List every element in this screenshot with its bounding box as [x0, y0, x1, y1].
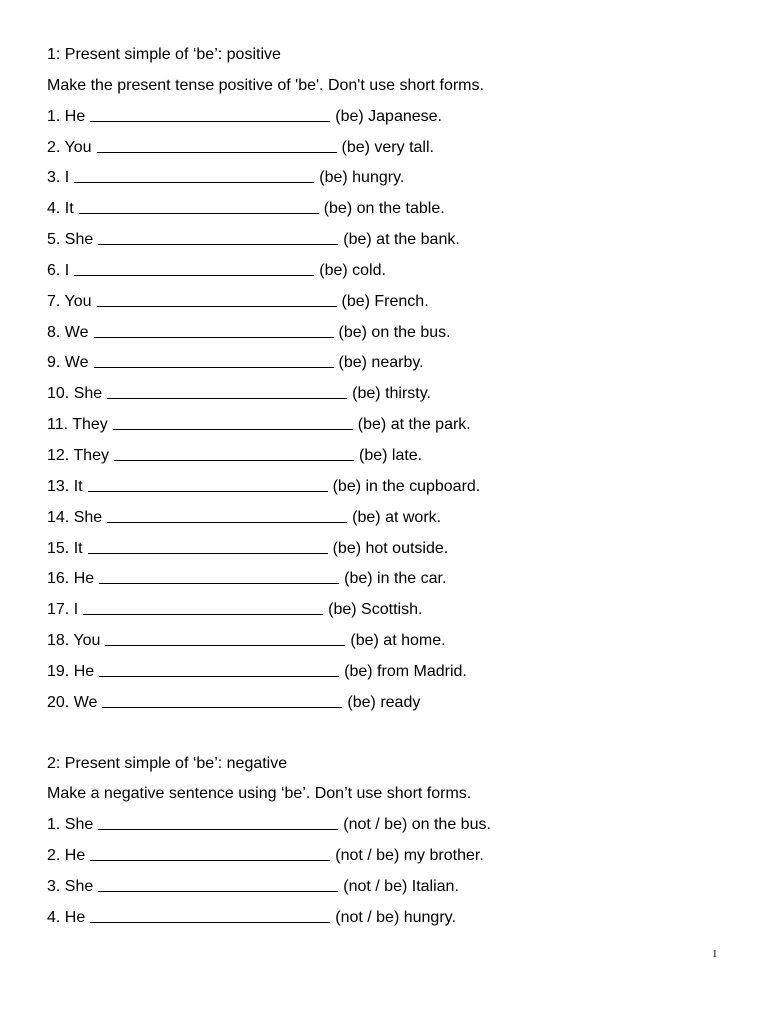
section2-instruction: Make a negative sentence using ‘be’. Don’t use short forms. — [47, 785, 472, 803]
answer-blank[interactable] — [98, 828, 338, 830]
item-hint: (be) from Madrid. — [344, 662, 467, 680]
answer-blank[interactable] — [74, 274, 314, 276]
answer-blank[interactable] — [90, 921, 330, 923]
item-number: 10. — [47, 385, 70, 403]
answer-blank[interactable] — [90, 859, 330, 861]
exercise-item — [47, 348, 727, 379]
item-number: 3. — [47, 877, 61, 895]
item-number: 2. — [47, 138, 61, 156]
item-number: 6. — [47, 261, 61, 279]
item-number: 19. — [47, 662, 70, 680]
worksheet-page — [47, 40, 727, 934]
exercise-item — [47, 503, 727, 534]
item-subject: You — [64, 292, 92, 310]
item-number: 3. — [47, 169, 61, 187]
item-number: 14. — [47, 508, 70, 526]
item-number: 20. — [47, 693, 70, 711]
exercise-item — [47, 472, 727, 503]
answer-blank[interactable] — [90, 120, 330, 122]
item-number: 1. — [47, 107, 61, 125]
answer-blank[interactable] — [94, 336, 334, 338]
exercise-item — [47, 626, 727, 657]
item-number: 4. — [47, 908, 61, 926]
section1-instruction: Make the present tense positive of 'be'. Don't use short forms. — [47, 76, 484, 94]
answer-blank[interactable] — [97, 151, 337, 153]
item-hint: (be) very tall. — [341, 138, 434, 156]
exercise-item — [47, 133, 727, 164]
section1-items — [47, 102, 727, 719]
answer-blank[interactable] — [99, 675, 339, 677]
answer-blank[interactable] — [74, 181, 314, 183]
section1-title: 1: Present simple of ‘be’: positive — [47, 46, 281, 63]
answer-blank[interactable] — [107, 521, 347, 523]
item-subject: I — [64, 261, 70, 279]
item-subject: It — [73, 539, 83, 557]
exercise-item — [47, 379, 727, 410]
item-subject: She — [64, 231, 94, 249]
answer-blank[interactable] — [88, 552, 328, 554]
item-number: 13. — [47, 477, 70, 495]
item-subject: You — [73, 632, 101, 650]
section2-title: 2: Present simple of ‘be’: negative — [47, 754, 288, 772]
item-hint: (be) ready — [347, 693, 421, 711]
answer-blank[interactable] — [97, 305, 337, 307]
item-hint: (be) on the table. — [323, 200, 445, 218]
item-number: 5. — [47, 231, 61, 249]
item-hint: (not / be) on the bus. — [343, 816, 491, 834]
answer-blank[interactable] — [98, 890, 338, 892]
item-hint: (be) Japanese. — [335, 107, 442, 125]
item-hint: (be) thirsty. — [352, 385, 431, 403]
item-number: 12. — [47, 446, 70, 464]
item-subject: They — [72, 416, 108, 434]
exercise-item — [47, 318, 727, 349]
item-hint: (not / be) my brother. — [335, 847, 484, 865]
item-subject: She — [64, 816, 94, 834]
item-subject: They — [73, 446, 109, 464]
answer-blank[interactable] — [98, 243, 338, 245]
item-hint: (be) in the car. — [344, 570, 447, 588]
item-subject: He — [64, 847, 86, 865]
answer-blank[interactable] — [107, 397, 347, 399]
exercise-item — [47, 225, 727, 256]
item-subject: I — [64, 169, 70, 187]
exercise-item — [47, 410, 727, 441]
exercise-item — [47, 564, 727, 595]
item-hint: (not / be) Italian. — [343, 877, 459, 895]
item-subject: We — [64, 354, 89, 372]
item-number: 11. — [47, 416, 69, 434]
answer-blank[interactable] — [113, 428, 353, 430]
section-spacer — [47, 719, 727, 749]
exercise-item — [47, 102, 727, 133]
answer-blank[interactable] — [102, 706, 342, 708]
exercise-item — [47, 872, 727, 903]
item-number: 15. — [47, 539, 70, 557]
exercise-item — [47, 903, 727, 934]
exercise-item — [47, 841, 727, 872]
item-subject: He — [64, 107, 86, 125]
item-hint: (be) at work. — [352, 508, 442, 526]
answer-blank[interactable] — [94, 366, 334, 368]
item-subject: We — [73, 693, 98, 711]
item-number: 17. — [47, 601, 70, 619]
item-hint: (be) cold. — [319, 261, 386, 279]
exercise-item — [47, 657, 727, 688]
item-hint: (be) late. — [358, 446, 423, 464]
page-number: 1 — [712, 948, 718, 960]
exercise-item — [47, 256, 727, 287]
item-subject: I — [73, 601, 79, 619]
item-number: 7. — [47, 292, 61, 310]
exercise-item — [47, 810, 727, 841]
item-hint: (be) nearby. — [338, 354, 424, 372]
item-subject: He — [73, 570, 95, 588]
exercise-item — [47, 441, 727, 472]
item-subject: It — [73, 477, 83, 495]
item-hint: (not / be) hungry. — [335, 908, 456, 926]
exercise-item — [47, 194, 727, 225]
item-number: 8. — [47, 323, 61, 341]
exercise-item — [47, 163, 727, 194]
answer-blank[interactable] — [114, 459, 354, 461]
exercise-item — [47, 688, 727, 719]
item-number: 4. — [47, 200, 61, 218]
item-number: 2. — [47, 847, 61, 865]
answer-blank[interactable] — [105, 644, 345, 646]
item-number: 1. — [47, 816, 61, 834]
item-number: 18. — [47, 632, 70, 650]
item-hint: (be) French. — [341, 292, 429, 310]
exercise-item — [47, 595, 727, 626]
answer-blank[interactable] — [88, 490, 328, 492]
answer-blank[interactable] — [99, 582, 339, 584]
item-hint: (be) in the cupboard. — [332, 477, 481, 495]
answer-blank[interactable] — [83, 613, 323, 615]
item-hint: (be) on the bus. — [338, 323, 451, 341]
item-hint: (be) hot outside. — [332, 539, 449, 557]
item-hint: (be) at the park. — [357, 416, 471, 434]
item-number: 9. — [47, 354, 61, 372]
section2-items — [47, 810, 727, 933]
item-subject: You — [64, 138, 92, 156]
item-hint: (be) Scottish. — [328, 601, 423, 619]
item-subject: She — [73, 385, 103, 403]
item-subject: She — [64, 877, 94, 895]
item-subject: She — [73, 508, 103, 526]
exercise-item — [47, 534, 727, 565]
item-subject: He — [64, 908, 86, 926]
item-hint: (be) at the bank. — [343, 231, 460, 249]
exercise-item — [47, 287, 727, 318]
item-subject: It — [64, 200, 74, 218]
item-hint: (be) hungry. — [319, 169, 405, 187]
item-subject: We — [64, 323, 89, 341]
item-number: 16. — [47, 570, 70, 588]
item-subject: He — [73, 662, 95, 680]
answer-blank[interactable] — [79, 212, 319, 214]
item-hint: (be) at home. — [350, 632, 446, 650]
